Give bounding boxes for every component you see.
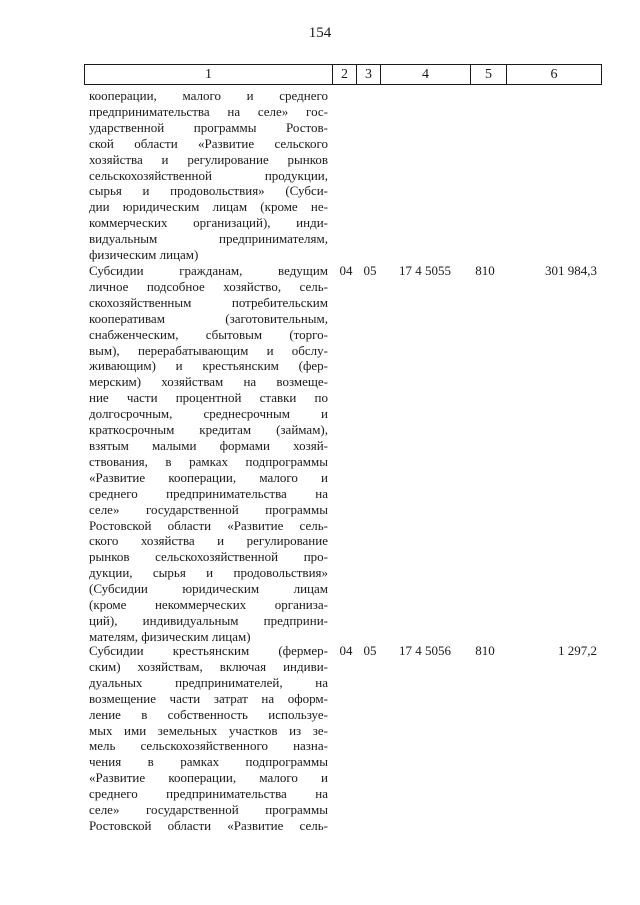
description-line: сельскохозяйственной продукции, — [89, 167, 328, 183]
description-line: мых ими земельных участков из зе- — [89, 722, 328, 738]
amount-value: 301 984,3 — [545, 263, 597, 278]
description-line: сырья и продовольствия» (Субси- — [89, 183, 328, 199]
description-line: физическим лицам) — [89, 247, 199, 263]
row-description — [89, 263, 328, 645]
description-line: чения в рамках подпрограммы — [89, 754, 328, 770]
description-line: ским) хозяйствам, включая индиви- — [89, 658, 328, 674]
description-line: ударственной программы Ростов- — [89, 119, 328, 135]
description-line: видуальным предпринимателям, — [89, 231, 328, 247]
description-line: дуальных предпринимателей, на — [89, 674, 328, 690]
description-line: предпринимательства на селе» гос- — [89, 103, 328, 119]
description-line: ние части процентной ставки по — [89, 390, 328, 406]
description-line: селе» государственной программы — [89, 802, 328, 818]
description-line: (кроме некоммерческих организа- — [89, 597, 328, 613]
description-line: ций), индивидуальным предприни- — [89, 612, 328, 628]
description-line: селе» государственной программы — [89, 501, 328, 517]
row-description — [89, 88, 328, 263]
page-number: 154 — [308, 25, 332, 41]
section-code: 04 — [339, 643, 353, 658]
description-line: коммерческих организаций), инди- — [89, 215, 328, 231]
description-line: среднего предпринимательства на — [89, 786, 328, 802]
description-line: рынков сельскохозяйственной про- — [89, 549, 328, 565]
description-line: мателям, физическим лицам) — [89, 628, 251, 644]
description-line: хозяйства и регулирование рынков — [89, 151, 328, 167]
row-description — [89, 643, 328, 834]
header-col-2: 2 — [332, 65, 356, 84]
description-line: скохозяйственным потребительским — [89, 294, 328, 310]
description-line: «Развитие кооперации, малого и — [89, 469, 328, 485]
expense-type-code: 810 — [475, 643, 495, 658]
section-code: 04 — [339, 263, 353, 278]
description-line: среднего предпринимательства на — [89, 485, 328, 501]
header-col-3: 3 — [356, 65, 380, 84]
description-line: ление в собственность используе- — [89, 706, 328, 722]
description-line: живающим) и крестьянским (фер- — [89, 358, 328, 374]
description-line: мель сельскохозяйственного назна- — [89, 738, 328, 754]
description-line: дукции, сырья и продовольствия» — [89, 565, 328, 581]
target-item-code: 17 4 5056 — [399, 643, 451, 658]
description-line: Субсидии крестьянским (фермер- — [89, 643, 328, 658]
subsection-code: 05 — [363, 643, 377, 658]
description-line: дии юридическим лицам (кроме не- — [89, 199, 328, 215]
description-line: кооперации, малого и среднего — [89, 88, 328, 103]
description-line: долгосрочным, среднесрочным и — [89, 406, 328, 422]
description-line: ской области «Развитие сельского — [89, 135, 328, 151]
description-line: Субсидии гражданам, ведущим — [89, 263, 328, 278]
description-line: вым), перерабатывающим и обслу- — [89, 342, 328, 358]
header-col-5: 5 — [470, 65, 506, 84]
description-line: кооперативам (заготовительным, — [89, 310, 328, 326]
header-col-1: 1 — [205, 67, 212, 82]
expense-type-code: 810 — [475, 263, 495, 278]
header-col-4: 4 — [380, 65, 470, 84]
description-line: ствования, в рамках подпрограммы — [89, 453, 328, 469]
description-line: Ростовской области «Развитие сель- — [89, 517, 328, 533]
description-line: краткосрочным кредитам (займам), — [89, 422, 328, 438]
description-line: мерским) хозяйствам на возмеще- — [89, 374, 328, 390]
description-line: снабженческим, сбытовым (торго- — [89, 326, 328, 342]
description-line: личное подсобное хозяйство, сель- — [89, 278, 328, 294]
target-item-code: 17 4 5055 — [399, 263, 451, 278]
description-line: «Развитие кооперации, малого и — [89, 770, 328, 786]
amount-value: 1 297,2 — [558, 643, 597, 658]
description-line: взятым малыми формами хозяй- — [89, 437, 328, 453]
subsection-code: 05 — [363, 263, 377, 278]
description-line: (Субсидии юридическим лицам — [89, 581, 328, 597]
description-line: ского хозяйства и регулирование — [89, 533, 328, 549]
header-col-6: 6 — [506, 65, 601, 84]
description-line: Ростовской области «Развитие сель- — [89, 817, 328, 833]
description-line: возмещение части затрат на оформ- — [89, 690, 328, 706]
table-header-row — [84, 64, 602, 85]
